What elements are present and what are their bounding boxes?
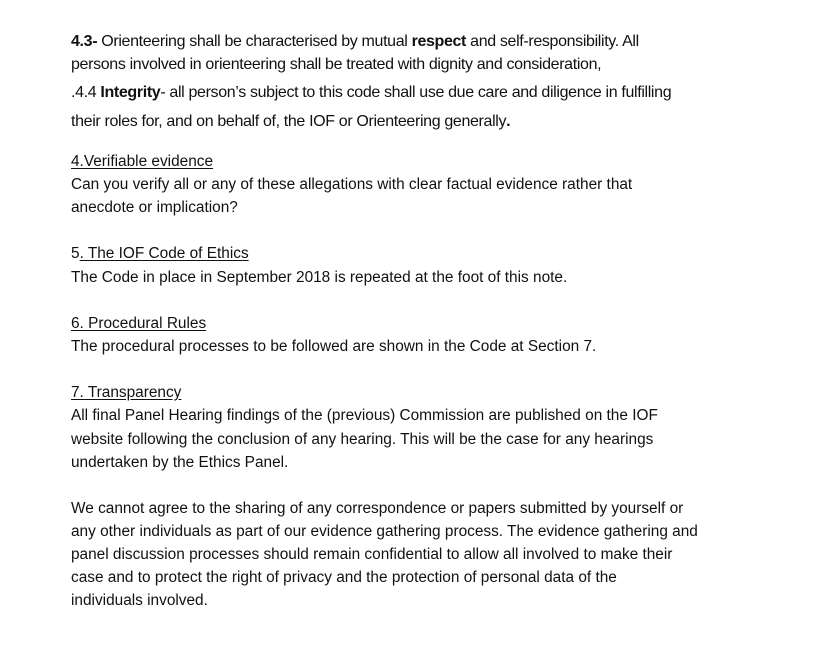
section-heading: 6. Procedural Rules: [71, 315, 207, 332]
section-heading: 4.Verifiable evidence: [71, 153, 214, 170]
text-line: [71, 82, 671, 104]
text-line: any other individuals as part of our evidence gathering process. The evidence gathering and: [71, 523, 698, 540]
text-line: [71, 31, 639, 53]
text-line: persons involved in orienteering shall be treated with dignity and consideration,: [71, 56, 602, 73]
text: their roles for, and on behalf of, the IOF or Orienteering generally: [71, 113, 507, 130]
bold-term: Integrity: [100, 84, 161, 101]
clause-number: 4.3-: [71, 33, 98, 50]
text-line: case and to protect the right of privacy and the protection of personal data of the: [71, 569, 617, 586]
clause-number: .4.4: [71, 84, 101, 101]
text-line: undertaken by the Ethics Panel.: [71, 454, 289, 471]
text-line: The Code in place in September 2018 is repeated at the foot of this note.: [71, 269, 568, 286]
section-heading: 7. Transparency: [71, 384, 182, 401]
text: Orienteering shall be characterised by mutual: [97, 33, 412, 50]
text-line: individuals involved.: [71, 592, 208, 609]
text: - all person’s subject to this code shall use due care and diligence in fulfilling: [160, 84, 672, 101]
bold-term: respect: [411, 33, 467, 50]
section-heading: [71, 243, 249, 265]
heading-text: . The IOF Code of Ethics: [79, 245, 249, 262]
heading-number: 5: [71, 245, 80, 262]
text-line: anecdote or implication?: [71, 199, 238, 216]
text-line: Can you verify all or any of these allegations with clear factual evidence rather that: [71, 176, 633, 193]
text-line: The procedural processes to be followed are shown in the Code at Section 7.: [71, 338, 597, 355]
text-line: We cannot agree to the sharing of any correspondence or papers submitted by yourself or: [71, 500, 684, 517]
text-line: [71, 111, 510, 133]
period: .: [506, 113, 511, 130]
text: and self-responsibility. All: [466, 33, 639, 50]
text-line: website following the conclusion of any hearing. This will be the case for any hearings: [71, 431, 654, 448]
text-line: panel discussion processes should remain confidential to allow all involved to make their: [71, 546, 673, 563]
text-line: All final Panel Hearing findings of the (previous) Commission are published on the IOF: [71, 407, 658, 424]
